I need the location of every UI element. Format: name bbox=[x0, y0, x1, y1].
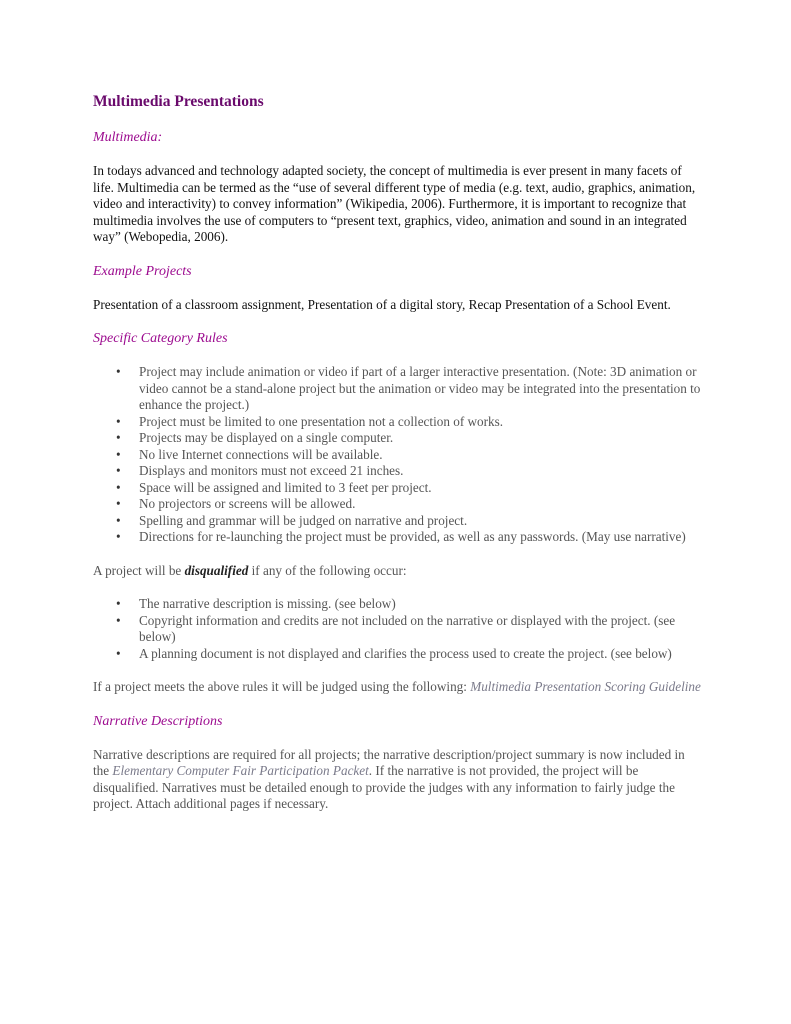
bullet-icon: • bbox=[116, 479, 121, 495]
list-item: • Spelling and grammar will be judged on narrative and project. bbox=[116, 512, 468, 528]
bullet-icon: • bbox=[116, 463, 121, 478]
list-item: • Project may include animation or video if part of a larger interactive presentation. (Note: 3D animation or video cannot be a stand-alone project but the animation or video may be integrated into the presentation to enhance the project.) bbox=[116, 364, 701, 412]
bullet-icon: • bbox=[116, 529, 121, 544]
scoring-guideline-link[interactable]: Multimedia Presentation Scoring Guideline bbox=[470, 679, 701, 694]
bullet-icon: • bbox=[116, 512, 121, 528]
bullet-icon: • bbox=[116, 364, 121, 379]
bullet-icon: • bbox=[116, 446, 121, 462]
section-heading-narrative: Narrative Descriptions bbox=[93, 713, 223, 729]
document-page bbox=[93, 92, 703, 813]
list-item: • Displays and monitors must not exceed 21 inches. bbox=[116, 463, 404, 478]
list-item: • Space will be assigned and limited to 3 feet per project. bbox=[116, 479, 432, 495]
bullet-icon: • bbox=[116, 612, 121, 628]
list-item: • Copyright information and credits are not included on the narrative or displayed with the project. (see below) bbox=[116, 612, 676, 644]
section-heading-category-rules: Specific Category Rules bbox=[93, 331, 228, 346]
bullet-icon: • bbox=[116, 596, 121, 611]
list-item: • A planning document is not displayed and clarifies the process used to create the project. (see below) bbox=[116, 645, 672, 661]
list-item: • Projects may be displayed on a single computer. bbox=[116, 430, 394, 445]
disqualified-emphasis: disqualified bbox=[184, 562, 249, 578]
section-heading-example-projects: Example Projects bbox=[93, 263, 192, 279]
disqualification-list bbox=[93, 596, 703, 662]
disqualified-intro: A project will be disqualified if any of the following occur: bbox=[93, 562, 407, 578]
page-title: Multimedia Presentations bbox=[93, 93, 264, 110]
list-item: • Project must be limited to one presentation not a collection of works. bbox=[116, 413, 504, 429]
participation-packet-link[interactable]: Elementary Computer Fair Participation Packet bbox=[112, 763, 369, 778]
list-item: • Directions for re-launching the project must be provided, as well as any passwords. (May use narrative) bbox=[116, 529, 686, 544]
list-item: • The narrative description is missing. (see below) bbox=[116, 596, 396, 611]
multimedia-paragraph: In todays advanced and technology adapted society, the concept of multimedia is ever present in many facets of life. Multimedia can be termed as the “use of several different type of media (e.g. text, audio, graphics, animation, video and interactivity) to convey information” (Wikipedia, 2006). Furthermore, it is important to recognize that multimedia involves the use of computers to “present text, graphics, video, animation and sound in an integrated way” (Webopedia, 2006). bbox=[93, 163, 696, 244]
section-heading-multimedia: Multimedia: bbox=[93, 130, 163, 145]
bullet-icon: • bbox=[116, 430, 121, 445]
scoring-paragraph: If a project meets the above rules it will be judged using the following: Multimedia Presentation Scoring Guideline bbox=[93, 679, 701, 694]
narrative-paragraph: Narrative descriptions are required for all projects; the narrative description/project summary is now included in the Elementary Computer Fair Participation Packet. If the narrative is not provided, the project will be disqualified. Narratives must be detailed enough to provide the judges with any information to fairly judge the project. Attach additional pages if necessary. bbox=[93, 746, 685, 811]
bullet-icon: • bbox=[116, 496, 121, 511]
bullet-icon: • bbox=[116, 413, 121, 429]
category-rules-list bbox=[93, 364, 703, 546]
bullet-icon: • bbox=[116, 645, 121, 661]
list-item: • No live Internet connections will be available. bbox=[116, 446, 383, 462]
example-projects-paragraph: Presentation of a classroom assignment, Presentation of a digital story, Recap Presentation of a School Event. bbox=[93, 296, 671, 312]
list-item: • No projectors or screens will be allowed. bbox=[116, 496, 356, 511]
